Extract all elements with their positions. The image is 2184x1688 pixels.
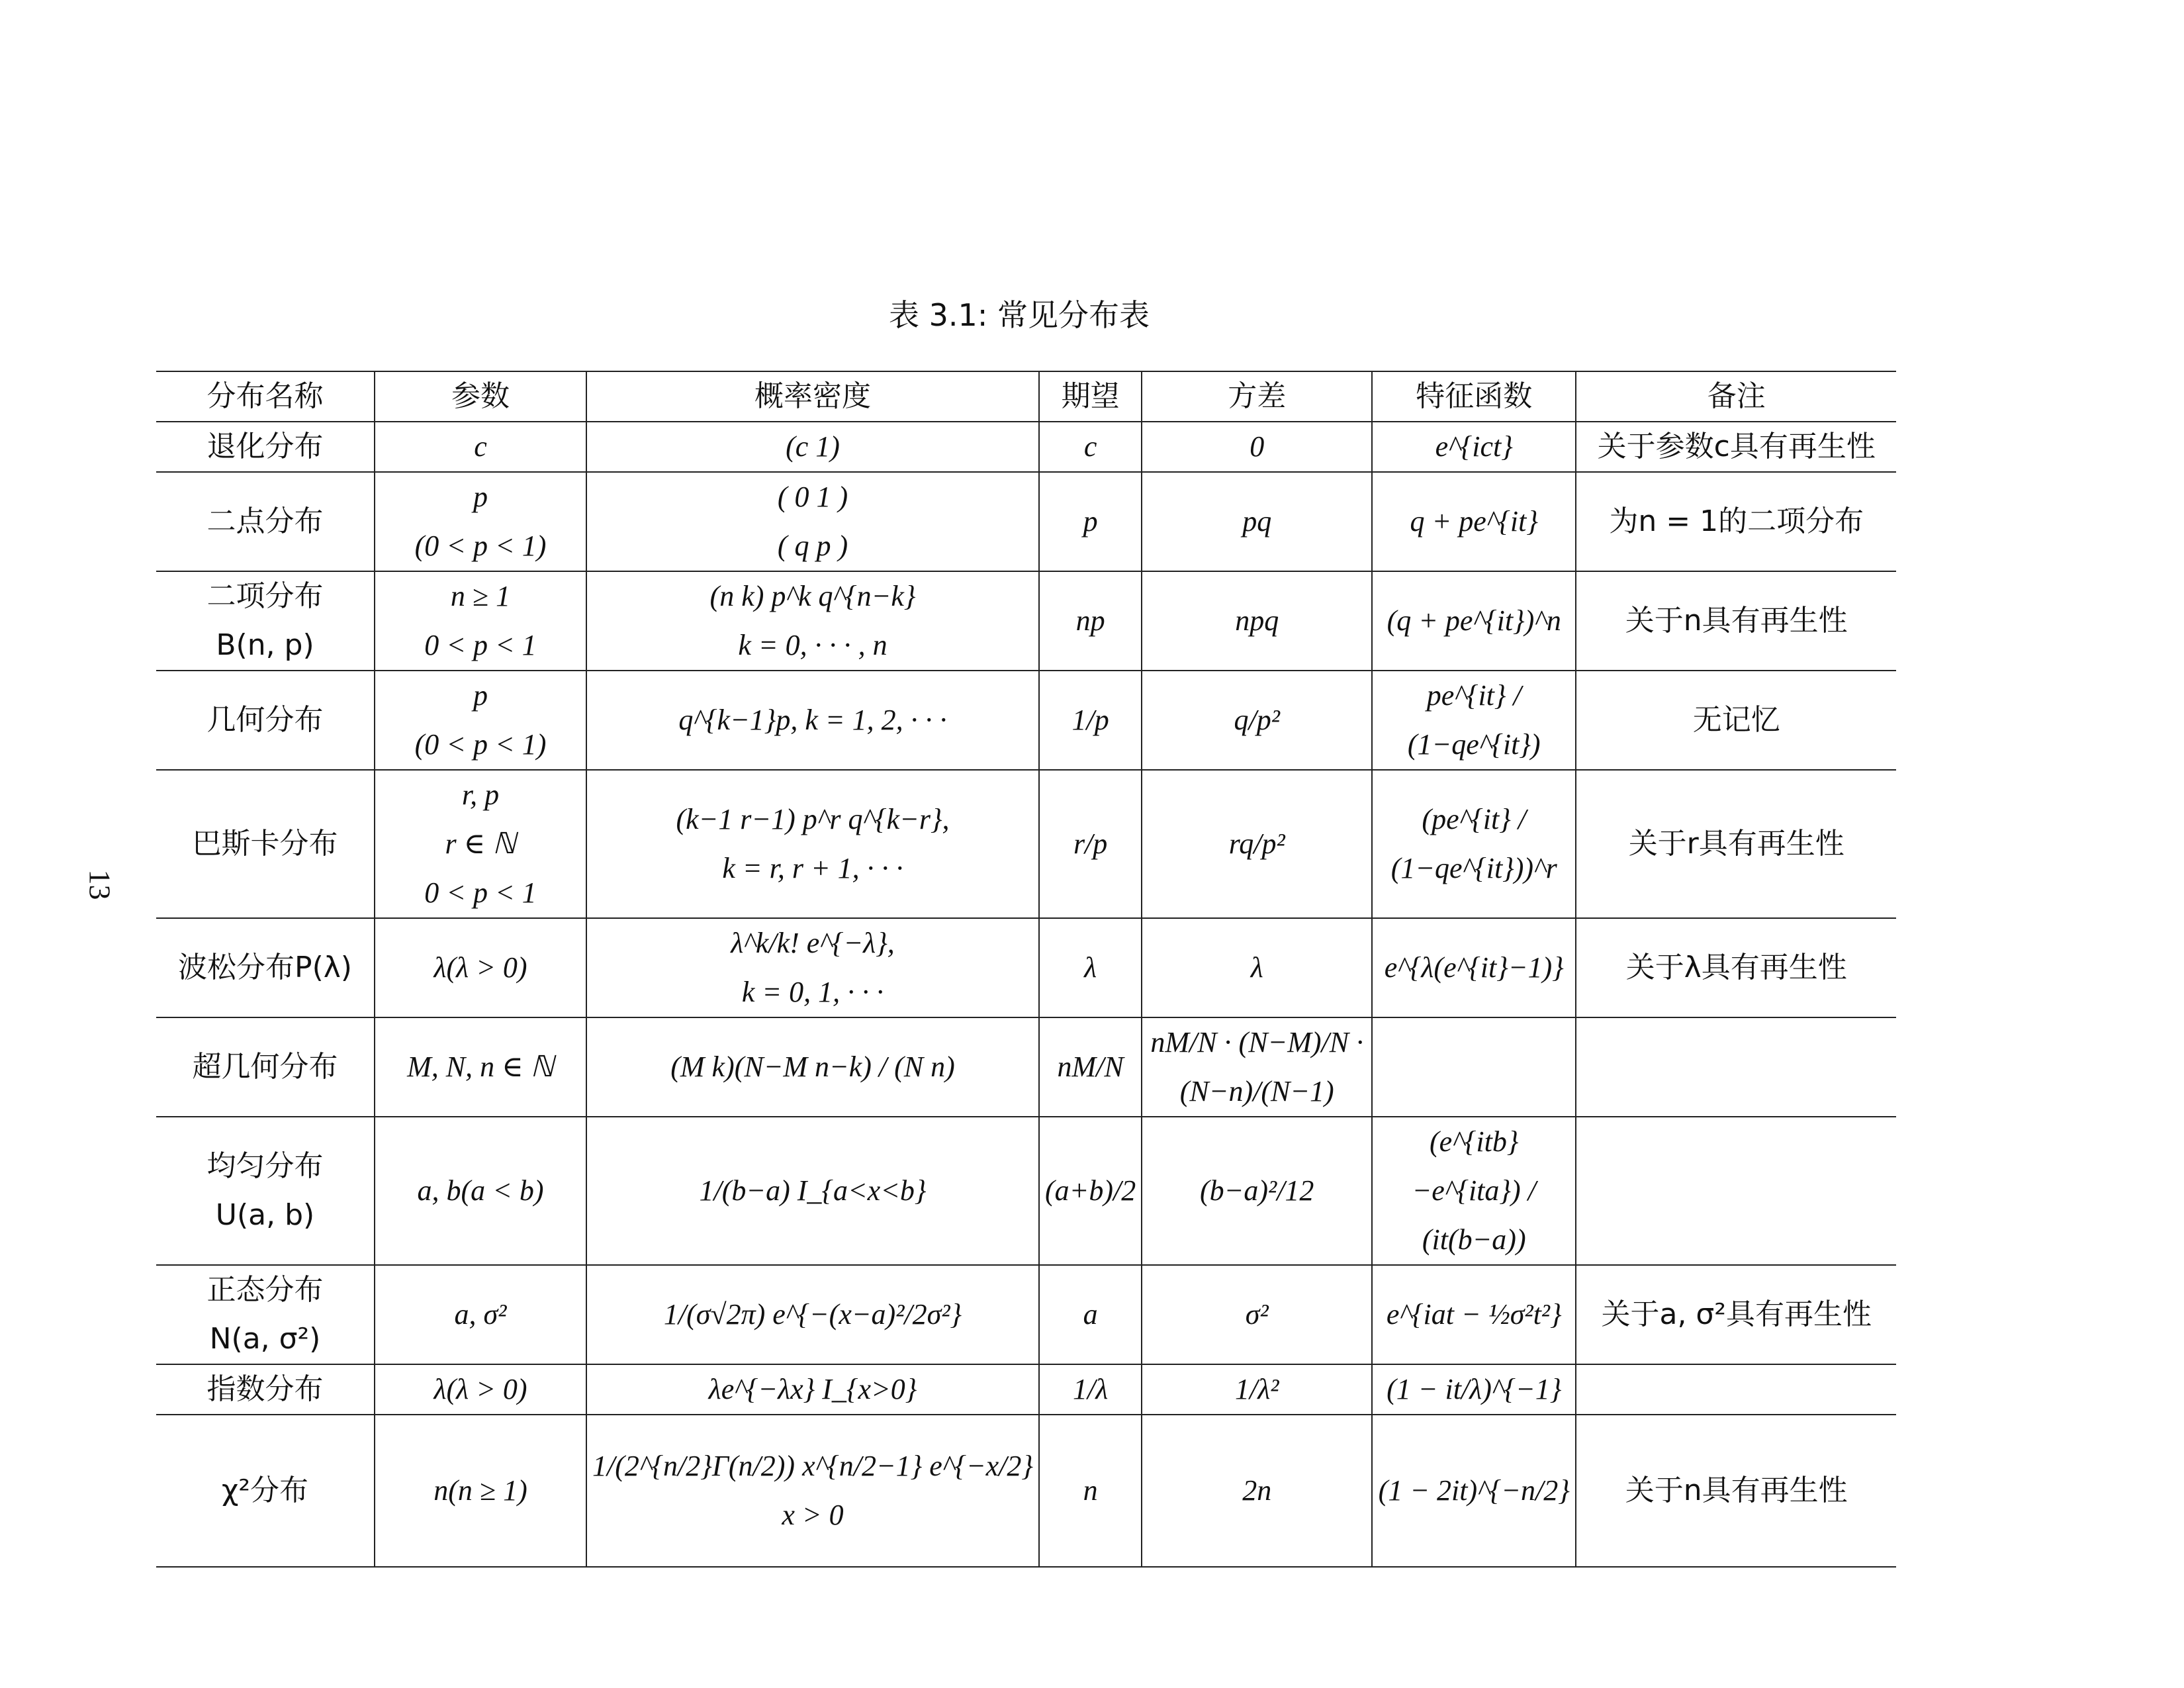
cf-cell: (q + pe^{it})^n	[1372, 571, 1576, 671]
density-cell-line: k = r, r + 1, · · ·	[722, 852, 903, 884]
dist-name-cell-line: 指数分布	[206, 1372, 324, 1406]
variance-cell: rq/p²	[1142, 770, 1372, 918]
table-row	[156, 918, 1896, 1017]
density-cell-line: 1/(2^{n/2}Γ(n/2)) x^{n/2−1} e^{−x/2}	[592, 1450, 1033, 1482]
table-row	[156, 422, 1896, 472]
variance-cell: 0	[1142, 422, 1372, 472]
density-cell-line: 1/(b−a) I_{a<x<b}	[699, 1174, 927, 1207]
density-cell	[586, 918, 1039, 1017]
note-cell: 关于λ具有再生性	[1576, 918, 1896, 1017]
dist-name-cell	[156, 1415, 375, 1567]
dist-name-cell-line: 二项分布	[206, 579, 324, 613]
dist-name-cell-line: 几何分布	[206, 703, 324, 737]
params-cell-line: a, σ²	[454, 1298, 507, 1331]
mean-cell: λ	[1039, 918, 1142, 1017]
variance-cell: λ	[1142, 918, 1372, 1017]
table-row	[156, 1265, 1896, 1364]
mean-cell: 1/p	[1039, 671, 1142, 770]
params-cell	[375, 1415, 586, 1567]
cf-cell: q + pe^{it}	[1372, 472, 1576, 571]
params-cell-line: n(n ≥ 1)	[433, 1474, 527, 1507]
note-cell: 关于r具有再生性	[1576, 770, 1896, 918]
params-cell	[375, 1017, 586, 1117]
page-number: 13	[83, 869, 117, 900]
cf-cell: (pe^{it} / (1−qe^{it}))^r	[1372, 770, 1576, 918]
density-cell-line: k = 0, · · · , n	[738, 629, 887, 661]
note-cell: 关于参数c具有再生性	[1576, 422, 1896, 472]
params-cell	[375, 422, 586, 472]
note-cell: 无记忆	[1576, 671, 1896, 770]
header-cf: 特征函数	[1372, 371, 1576, 422]
density-cell-line: (k−1 r−1) p^r q^{k−r},	[676, 803, 950, 835]
params-cell-line: n ≥ 1	[450, 580, 511, 612]
params-cell-line: (0 < p < 1)	[414, 728, 547, 761]
note-cell: 关于n具有再生性	[1576, 571, 1896, 671]
cf-cell: (e^{itb}−e^{ita}) / (it(b−a))	[1372, 1117, 1576, 1265]
dist-name-cell	[156, 770, 375, 918]
params-cell-line: p	[473, 481, 488, 513]
density-cell	[586, 422, 1039, 472]
header-name: 分布名称	[156, 371, 375, 422]
cf-cell: e^{ict}	[1372, 422, 1576, 472]
density-cell-line: x > 0	[782, 1499, 844, 1531]
note-cell	[1576, 1117, 1896, 1265]
header-row	[156, 371, 1896, 422]
mean-cell: (a+b)/2	[1039, 1117, 1142, 1265]
table-row	[156, 770, 1896, 918]
mean-cell: n	[1039, 1415, 1142, 1567]
dist-name-cell	[156, 1017, 375, 1117]
params-cell-line: r, p	[461, 778, 500, 811]
density-cell-line: ( 0 1 )	[777, 481, 848, 513]
header-note: 备注	[1576, 371, 1896, 422]
table-row	[156, 1364, 1896, 1415]
mean-cell: 1/λ	[1039, 1364, 1142, 1415]
mean-cell: a	[1039, 1265, 1142, 1364]
density-cell-line: (n k) p^k q^{n−k}	[709, 580, 916, 612]
variance-cell: q/p²	[1142, 671, 1372, 770]
dist-name-cell-line: 二点分布	[206, 504, 324, 538]
dist-name-cell-line: 均匀分布	[206, 1149, 324, 1183]
params-cell-line: λ(λ > 0)	[433, 951, 527, 984]
density-cell	[586, 671, 1039, 770]
params-cell-line: a, b(a < b)	[417, 1174, 544, 1207]
params-cell-line: c	[474, 430, 487, 463]
mean-cell: r/p	[1039, 770, 1142, 918]
variance-cell: npq	[1142, 571, 1372, 671]
variance-cell: 1/λ²	[1142, 1364, 1372, 1415]
mean-cell: nM/N	[1039, 1017, 1142, 1117]
params-cell	[375, 571, 586, 671]
cf-cell	[1372, 1017, 1576, 1117]
dist-name-cell	[156, 1265, 375, 1364]
params-cell-line: 0 < p < 1	[424, 876, 537, 909]
dist-name-cell-line: χ²分布	[221, 1474, 309, 1507]
dist-name-cell-line: 波松分布P(λ)	[178, 951, 352, 984]
dist-name-cell-line: 超几何分布	[192, 1050, 338, 1084]
cf-cell: e^{iat − ½σ²t²}	[1372, 1265, 1576, 1364]
params-cell-line: r ∈ ℕ	[445, 827, 516, 860]
density-cell	[586, 1415, 1039, 1567]
cf-cell: (1 − it/λ)^{−1}	[1372, 1364, 1576, 1415]
variance-cell: nM/N · (N−M)/N · (N−n)/(N−1)	[1142, 1017, 1372, 1117]
cf-cell: e^{λ(e^{it}−1)}	[1372, 918, 1576, 1017]
note-cell	[1576, 1364, 1896, 1415]
table-row	[156, 671, 1896, 770]
table-row	[156, 1117, 1896, 1265]
note-cell: 关于n具有再生性	[1576, 1415, 1896, 1567]
params-cell	[375, 918, 586, 1017]
density-cell-line: (M k)(N−M n−k) / (N n)	[670, 1051, 955, 1083]
dist-name-cell	[156, 472, 375, 571]
dist-name-cell	[156, 918, 375, 1017]
params-cell	[375, 1265, 586, 1364]
table-row	[156, 1017, 1896, 1117]
density-cell-line: k = 0, 1, · · ·	[741, 976, 884, 1008]
table-row	[156, 472, 1896, 571]
table-caption: 表 3.1: 常见分布表	[889, 297, 1150, 333]
density-cell-line: ( q p )	[777, 530, 848, 562]
variance-cell: (b−a)²/12	[1142, 1117, 1372, 1265]
dist-name-cell	[156, 1117, 375, 1265]
density-cell-line: 1/(σ√2π) e^{−(x−a)²/2σ²}	[663, 1298, 962, 1331]
density-cell-line: λ^k/k! e^{−λ},	[731, 927, 895, 959]
header-density: 概率密度	[586, 371, 1039, 422]
density-cell-line: (c 1)	[786, 430, 840, 463]
mean-cell: np	[1039, 571, 1142, 671]
params-cell	[375, 671, 586, 770]
distribution-table	[156, 371, 1896, 1568]
dist-name-cell-line: 巴斯卡分布	[192, 827, 338, 861]
dist-name-cell-line: N(a, σ²)	[209, 1322, 321, 1356]
dist-name-cell-line: B(n, p)	[216, 628, 314, 662]
variance-cell: 2n	[1142, 1415, 1372, 1567]
variance-cell: pq	[1142, 472, 1372, 571]
params-cell	[375, 472, 586, 571]
density-cell-line: q^{k−1}p, k = 1, 2, · · ·	[678, 704, 947, 736]
dist-name-cell-line: 退化分布	[206, 430, 324, 463]
table-row	[156, 1415, 1896, 1567]
note-cell	[1576, 1017, 1896, 1117]
params-cell	[375, 1117, 586, 1265]
density-cell	[586, 571, 1039, 671]
density-cell	[586, 472, 1039, 571]
header-mean: 期望	[1039, 371, 1142, 422]
note-cell: 关于a, σ²具有再生性	[1576, 1265, 1896, 1364]
note-cell: 为n = 1的二项分布	[1576, 472, 1896, 571]
density-cell	[586, 770, 1039, 918]
params-cell	[375, 1364, 586, 1415]
params-cell-line: (0 < p < 1)	[414, 530, 547, 562]
table-row	[156, 571, 1896, 671]
params-cell-line: 0 < p < 1	[424, 629, 537, 661]
dist-name-cell-line: U(a, b)	[215, 1198, 315, 1232]
mean-cell: p	[1039, 472, 1142, 571]
params-cell-line: λ(λ > 0)	[433, 1373, 527, 1405]
params-cell	[375, 770, 586, 918]
density-cell-line: λe^{−λx} I_{x>0}	[708, 1373, 917, 1405]
dist-name-cell	[156, 571, 375, 671]
variance-cell: σ²	[1142, 1265, 1372, 1364]
dist-name-cell	[156, 422, 375, 472]
density-cell	[586, 1265, 1039, 1364]
params-cell-line: p	[473, 679, 488, 712]
dist-name-cell	[156, 1364, 375, 1415]
density-cell	[586, 1017, 1039, 1117]
density-cell	[586, 1364, 1039, 1415]
density-cell	[586, 1117, 1039, 1265]
cf-cell: pe^{it} / (1−qe^{it})	[1372, 671, 1576, 770]
params-cell-line: M, N, n ∈ ℕ	[407, 1051, 554, 1083]
dist-name-cell-line: 正态分布	[206, 1273, 324, 1307]
header-params: 参数	[375, 371, 586, 422]
dist-name-cell	[156, 671, 375, 770]
mean-cell: c	[1039, 422, 1142, 472]
header-variance: 方差	[1142, 371, 1372, 422]
cf-cell: (1 − 2it)^{−n/2}	[1372, 1415, 1576, 1567]
